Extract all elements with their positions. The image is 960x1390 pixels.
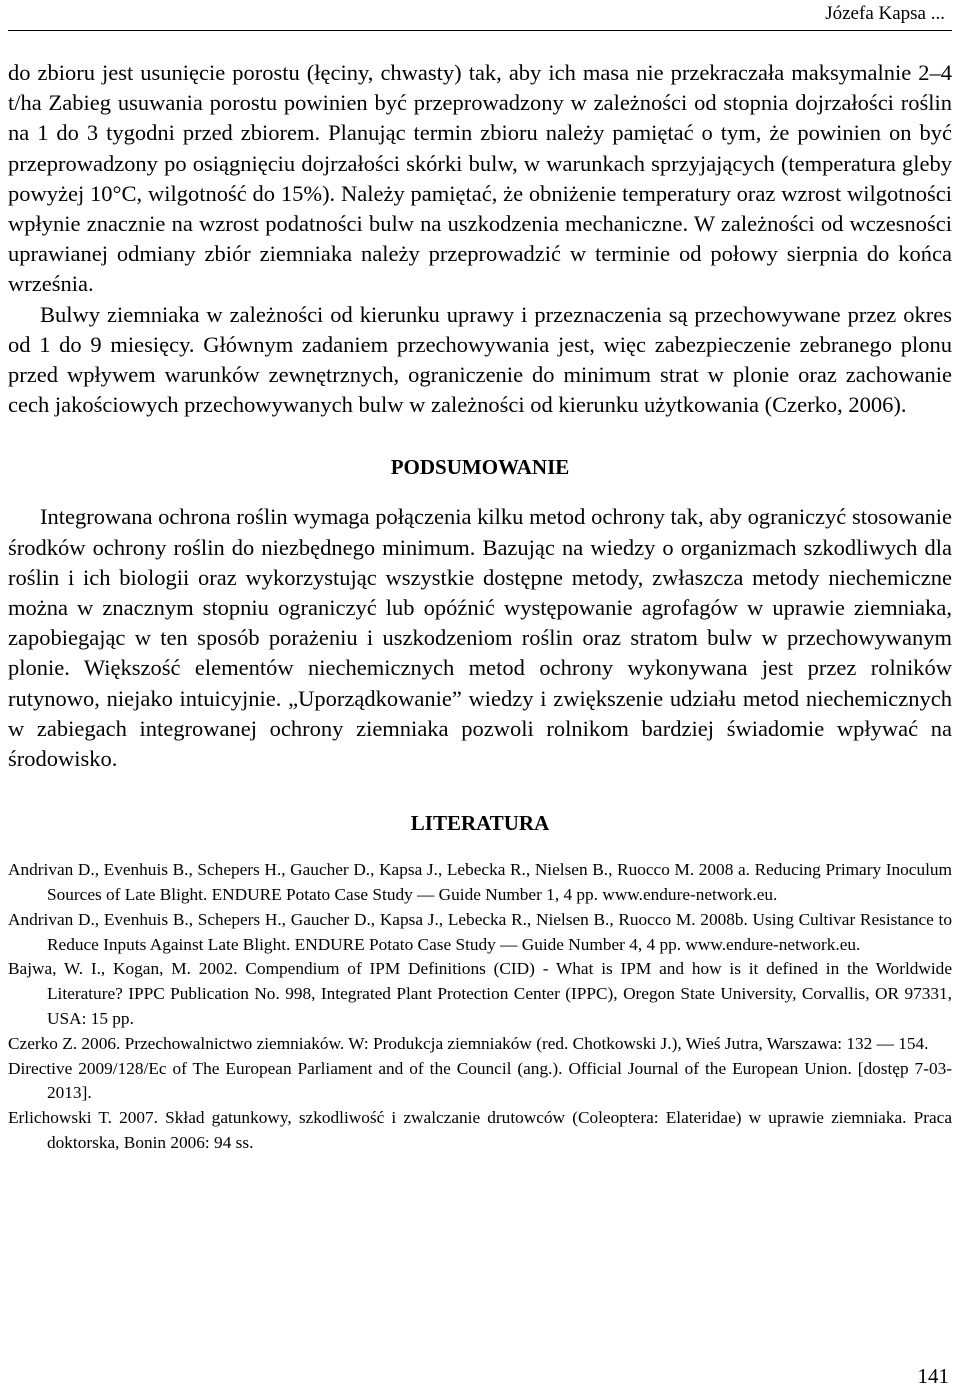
page-number: 141 [917, 1364, 949, 1388]
reference-item: Bajwa, W. I., Kogan, M. 2002. Compendium of IPM Definitions (CID) - What is IPM and how is it defined in the Worldwide Literature? IPPC Publication No. 998, Integrated Plant Protection Center (IPPC), Oregon State University, Corvallis, OR 97331, USA: 15 pp. [8, 959, 952, 1029]
body-paragraph-2: Bulwy ziemniaka w zależności od kierunku uprawy i przeznaczenia są przechowywane przez okres od 1 do 9 miesięcy. Głównym zadaniem przechowywania jest, więc zabezpieczenie zebranego plonu przed wpływem warunków zewnętrznych, ograniczenie do minimum strat w plonie oraz zachowanie cech jakościowych przechowywanych bulw w zależności od kierunku użytkowania (Czerko, 2006). [8, 301, 952, 418]
reference-item: Czerko Z. 2006. Przechowalnictwo ziemniaków. W: Produkcja ziemniaków (red. Chotkowski J.), Wieś Jutra, Warszawa: 132 — 154. [8, 1033, 929, 1053]
reference-item: Andrivan D., Evenhuis B., Schepers H., Gaucher D., Kapsa J., Lebecka R., Nielsen B., Ruocco M. 2008b. Using Cultivar Resistance to Reduce Inputs Against Late Blight. ENDURE Potato Case Study — Guide Number 4, 4 pp. www.endure-network.eu. [8, 909, 952, 954]
reference-item: Erlichowski T. 2007. Skład gatunkowy, szkodliwość i zwalczanie drutowców (Coleoptera: Elateridae) w uprawie ziemniaka. Praca doktorska, Bonin 2006: 94 ss. [8, 1108, 952, 1153]
page-body [8, 58, 952, 1156]
literature-heading: LITERATURA [410, 811, 550, 836]
header-rule [8, 30, 952, 31]
reference-item: Directive 2009/128/Ec of The European Parliament and of the Council (ang.). Official Journal of the European Union. [dostęp 7-03-2013]. [8, 1058, 952, 1103]
summary-paragraph: Integrowana ochrona roślin wymaga połączenia kilku metod ochrony tak, aby ograniczyć stosowanie środków ochrony roślin do niezbędnego minimum. Bazując na wiedzy o organizmach szkodliwych dla roślin i ich biologii oraz wykorzystując wszystkie dostępne metody, zwłaszcza metody niechemiczne można w znacznym stopniu ograniczyć lub opóźnić występowanie agrofagów w uprawie ziemniaka, zapobiegając w ten sposób porażeniu i uszkodzeniom roślin oraz stratom bulw w przechowywanym plonie. Większość elementów niechemicznych metod ochrony wykonywana jest przez rolników rutynowo, niejako intuicyjnie. „Uporządkowanie” wiedzy i zwiększenie udziału metod niechemicznych w zabiegach integrowanej ochrony ziemniaka pozwoli rolnikom bardziej świadomie wpływać na środowisko. [8, 504, 952, 772]
running-head: Józefa Kapsa ... [825, 3, 945, 24]
summary-heading: PODSUMOWANIE [390, 455, 570, 480]
body-paragraph-1: do zbioru jest usunięcie porostu (łęciny, chwasty) tak, aby ich masa nie przekraczała maksymalnie 2–4 t/ha Zabieg usuwania porostu powinien być przeprowadzony w zależności od stopnia dojrzałości roślin na 1 do 3 tygodni przed zbiorem. Planując termin zbioru należy pamiętać o tym, że powinien on być przeprowadzony po osiągnięciu dojrzałości skórki bulw, w warunkach sprzyjających (temperatura gleby powyżej 10°C, wilgotność do 15%). Należy pamiętać, że obniżenie temperatury oraz wzrost wilgotności wpłynie znacznie na wzrost podatności bulw na uszkodzenia mechaniczne. W zależności od wczesności uprawianej odmiany zbiór ziemniaka należy przeprowadzić w terminie od połowy sierpnia do końca września. [8, 60, 952, 297]
reference-list [8, 858, 952, 1156]
reference-item: Andrivan D., Evenhuis B., Schepers H., Gaucher D., Kapsa J., Lebecka R., Nielsen B., Ruocco M. 2008 a. Reducing Primary Inoculum Sources of Late Blight. ENDURE Potato Case Study — Guide Number 1, 4 pp. www.endure-network.eu. [8, 860, 952, 905]
